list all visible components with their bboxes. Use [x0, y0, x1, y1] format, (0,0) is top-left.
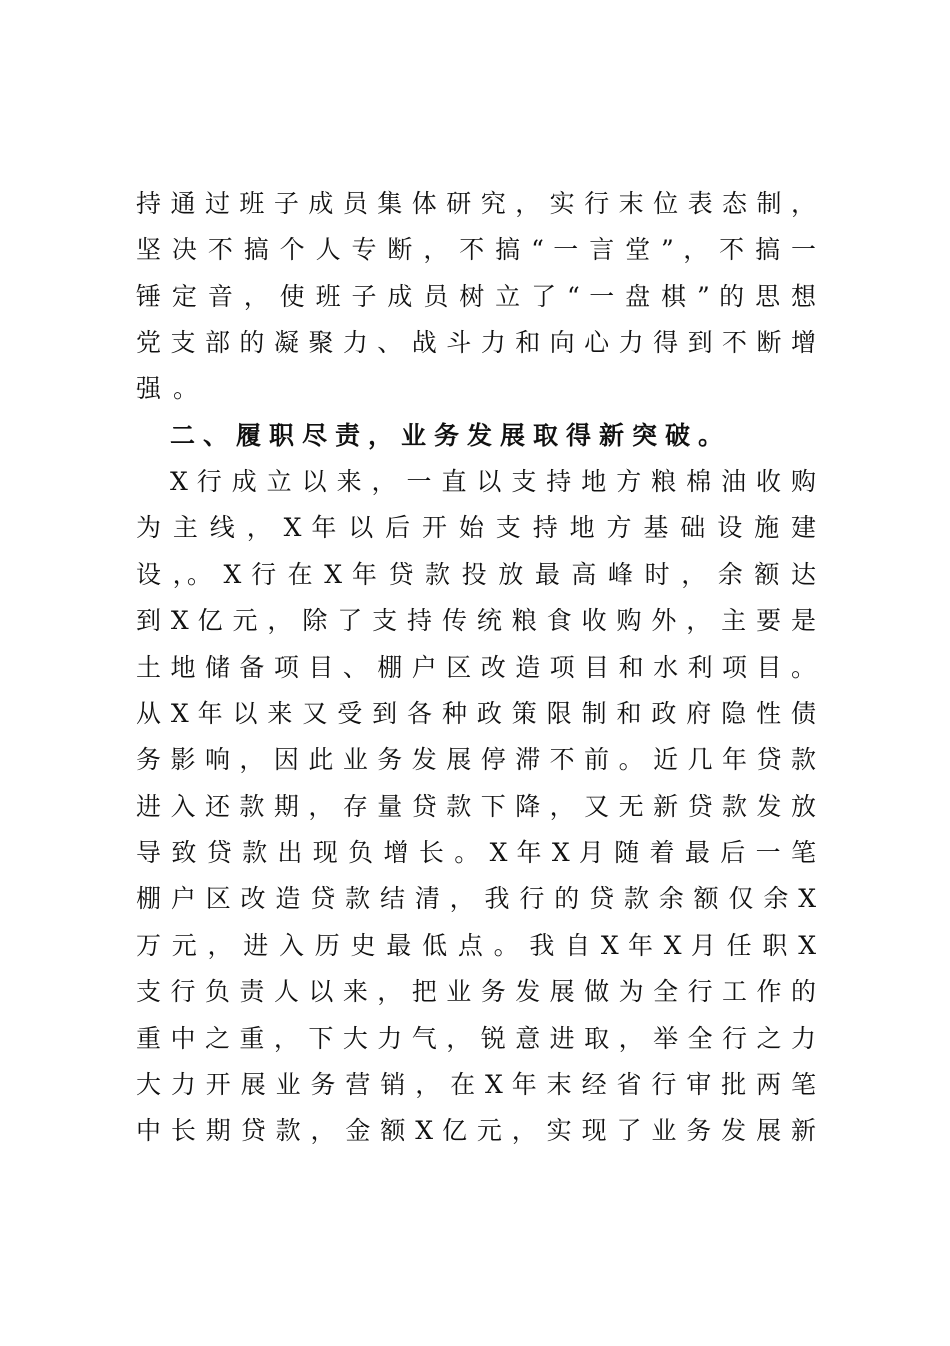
text-line-1: 持 通 过 班 子 成 员 集 体 研 究 ， 实 行 末 位 表 态 制 ，: [136, 189, 816, 218]
text-line-19: 重 中 之 重 ， 下 大 力 气 ， 锐 意 进 取 ， 举 全 行 之 力: [136, 1024, 816, 1053]
text-line-2: 坚 决 不 搞 个 人 专 断 ， 不 搞 “ 一 言 堂 ” ， 不 搞 一: [136, 235, 816, 264]
text-line-9: 设 ，。 X 行 在 X 年 贷 款 投 放 最 高 峰 时 ， 余 额 达: [136, 560, 816, 589]
text-line-16: 棚 户 区 改 造 贷 款 结 清 ， 我 行 的 贷 款 余 额 仅 余 X: [136, 884, 816, 913]
text-line-14: 进 入 还 款 期 ， 存 量 贷 款 下 降 ， 又 无 新 贷 款 发 放: [136, 792, 816, 821]
text-line-10: 到 X 亿 元 ， 除 了 支 持 传 统 粮 食 收 购 外 ， 主 要 是: [136, 606, 816, 635]
text-line-20: 大 力 开 展 业 务 营 销 ， 在 X 年 末 经 省 行 审 批 两 笔: [136, 1070, 816, 1099]
text-line-13: 务 影 响 ， 因 此 业 务 发 展 停 滞 不 前 。 近 几 年 贷 款: [136, 745, 816, 774]
text-line-11: 土 地 储 备 项 目 、 棚 户 区 改 造 项 目 和 水 利 项 目 。: [136, 653, 816, 682]
text-line-12: 从 X 年 以 来 又 受 到 各 种 政 策 限 制 和 政 府 隐 性 债: [136, 699, 816, 728]
text-line-7: X 行 成 立 以 来 ， 一 直 以 支 持 地 方 粮 棉 油 收 购: [170, 467, 816, 496]
text-line-18: 支 行 负 责 人 以 来 ， 把 业 务 发 展 做 为 全 行 工 作 的: [136, 977, 816, 1006]
text-line-8: 为 主 线 ， X 年 以 后 开 始 支 持 地 方 基 础 设 施 建: [136, 513, 816, 542]
text-line-15: 导 致 贷 款 出 现 负 增 长 。 X 年 X 月 随 着 最 后 一 笔: [136, 838, 816, 867]
text-line-3: 锤 定 音 ， 使 班 子 成 员 树 立 了 “ 一 盘 棋 ” 的 思 想: [136, 282, 816, 311]
text-line-5: 强。: [136, 374, 211, 403]
text-line-4: 党 支 部 的 凝 聚 力 、 战 斗 力 和 向 心 力 得 到 不 断 增: [136, 328, 816, 357]
text-line-21: 中 长 期 贷 款 ， 金 额 X 亿 元 ， 实 现 了 业 务 发 展 新: [136, 1116, 816, 1145]
text-line-17: 万 元 ， 进 入 历 史 最 低 点 。 我 自 X 年 X 月 任 职 X: [136, 931, 816, 960]
section-heading: 二、履职尽责，业务发展取得新突破。: [170, 421, 732, 450]
